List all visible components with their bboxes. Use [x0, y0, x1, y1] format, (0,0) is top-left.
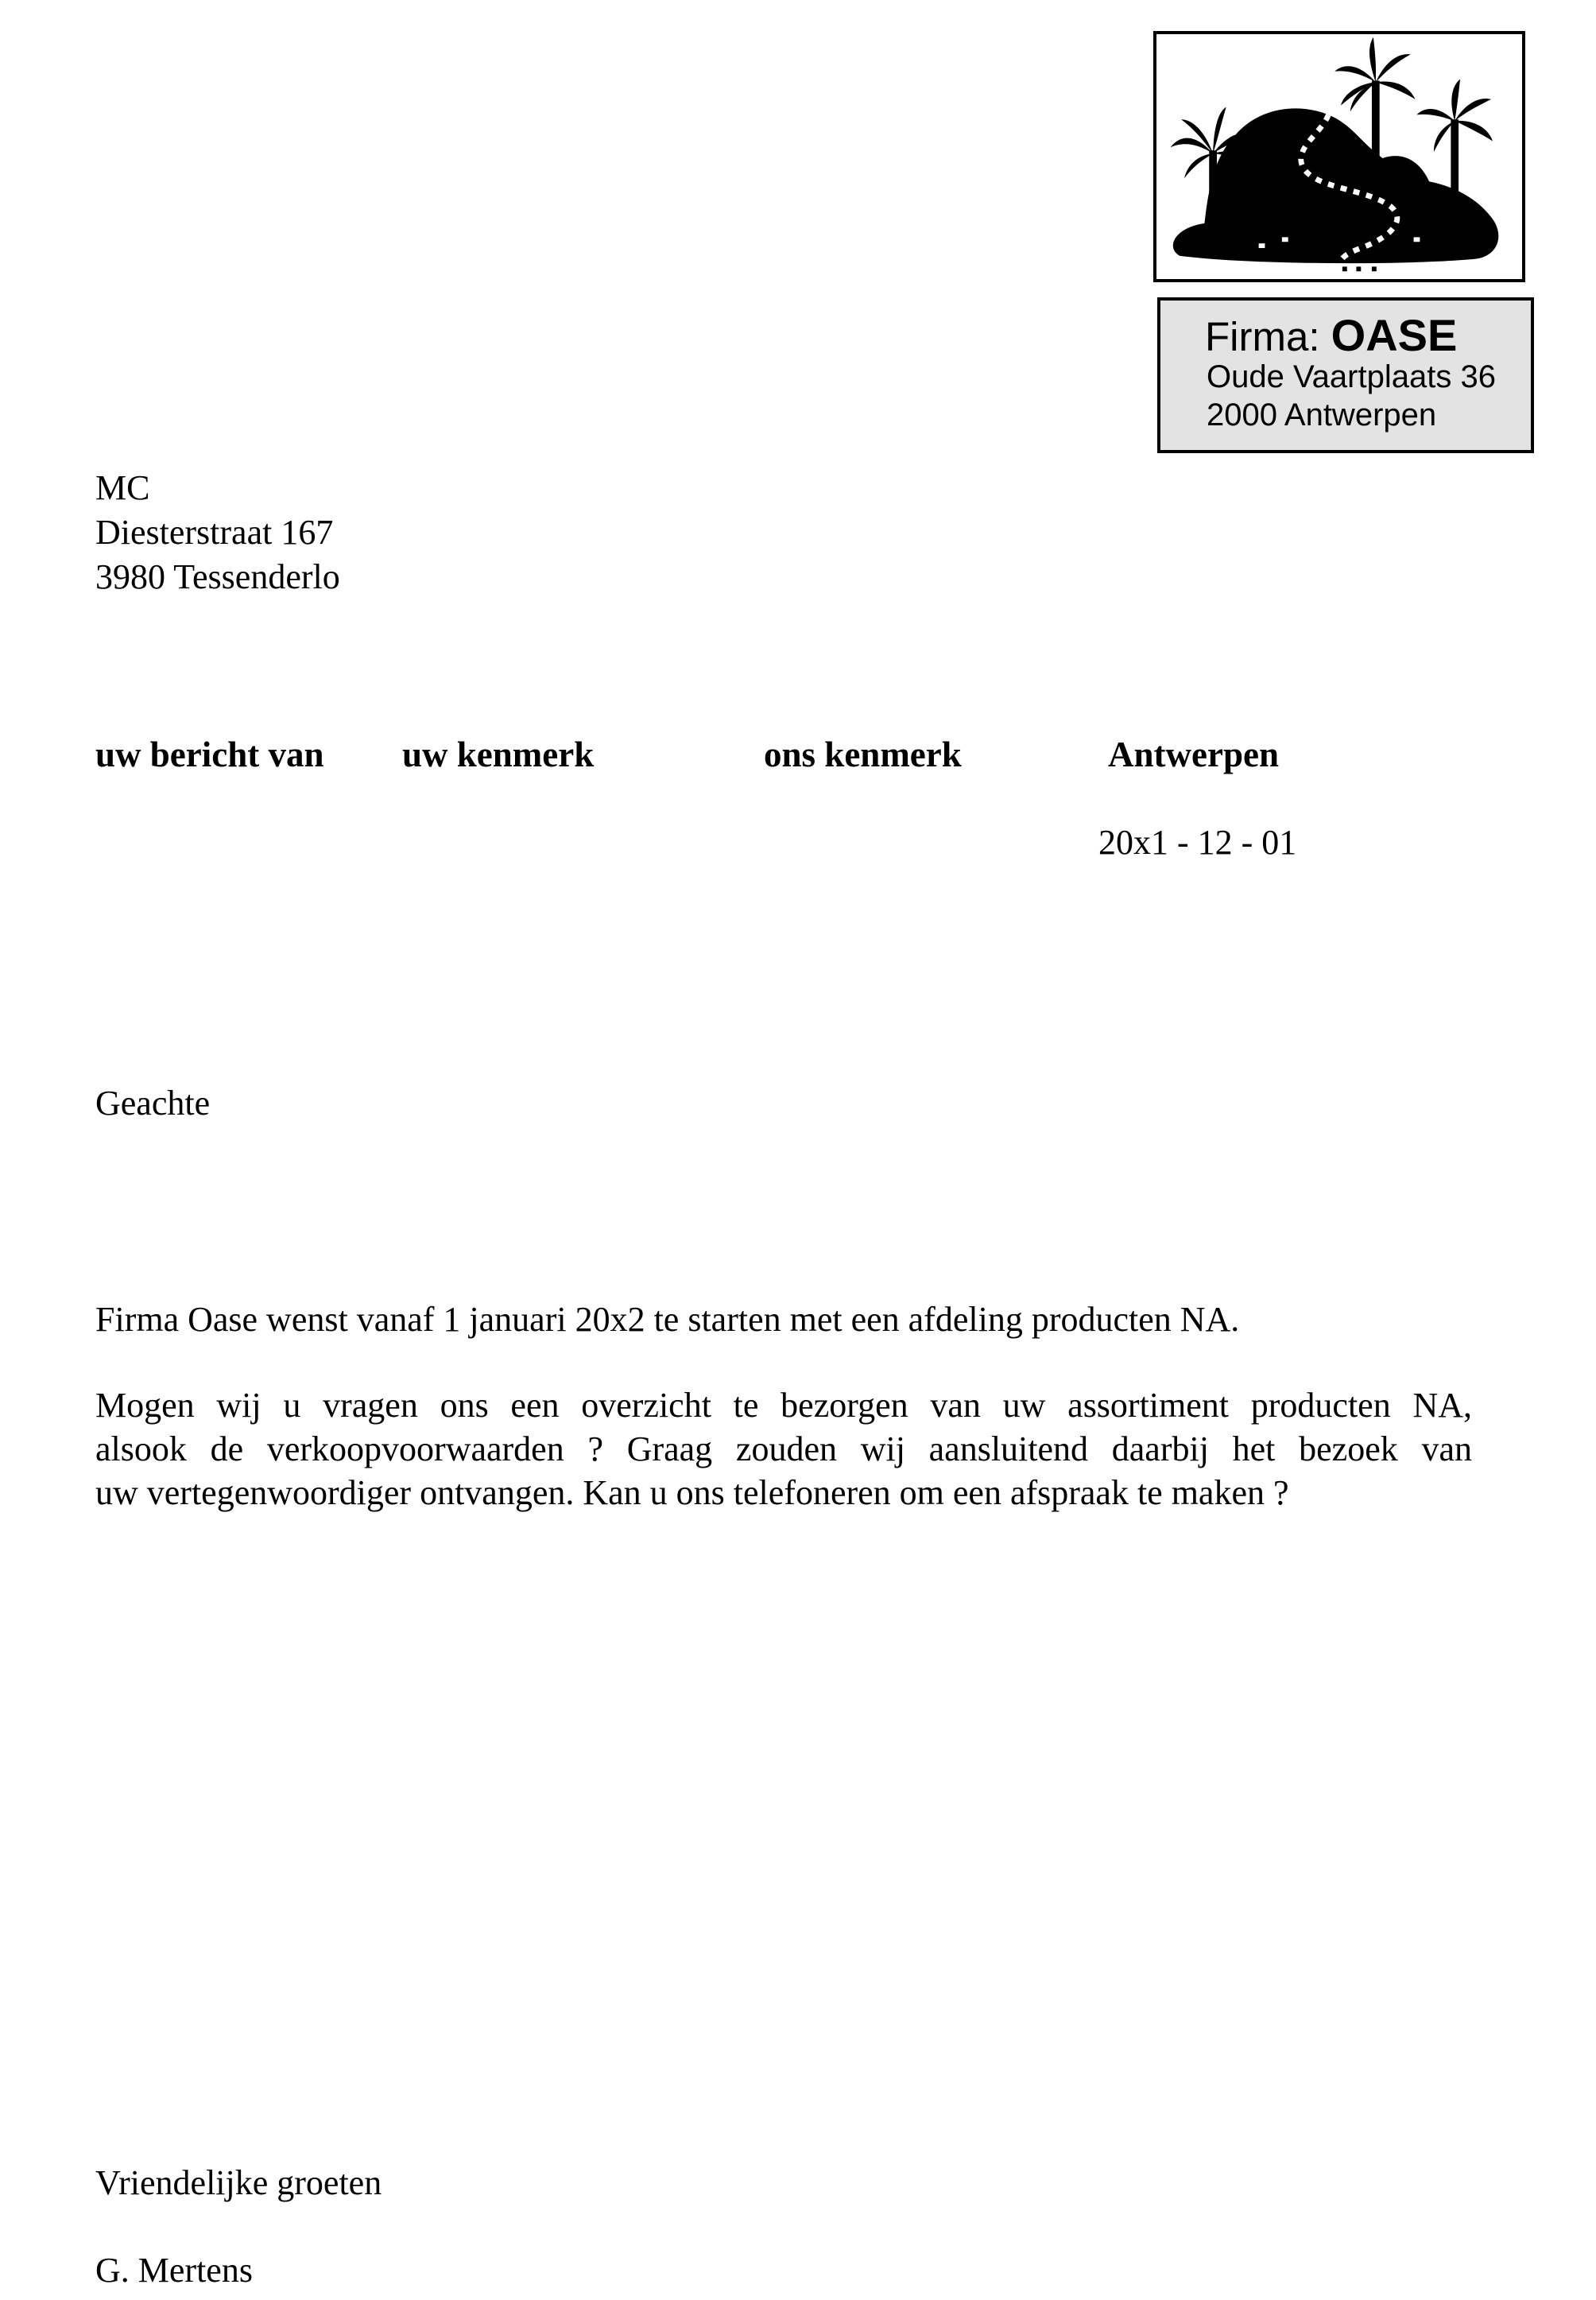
salutation: Geachte — [95, 1084, 211, 1123]
company-address-street: Oude Vaartplaats 36 — [1207, 359, 1496, 394]
company-address-city: 2000 Antwerpen — [1207, 398, 1437, 432]
recipient-city: 3980 Tessenderlo — [95, 557, 340, 596]
body-paragraph-2-line: Mogen wij u vragen ons een overzicht te bezorgen van uw assortiment producten NA, — [95, 1386, 1472, 1425]
ref-place: Antwerpen — [1108, 735, 1279, 774]
body-paragraph-2-line: uw vertegenwoordiger ontvangen. Kan u ons telefoneren om een afspraak te maken ? — [95, 1473, 1289, 1512]
body-paragraph-1: Firma Oase wenst vanaf 1 januari 20x2 te starten met een afdeling producten NA. — [95, 1300, 1240, 1339]
company-name-line — [1205, 310, 1457, 363]
body-paragraph-2 — [95, 1383, 1472, 1515]
company-logo — [1153, 31, 1525, 282]
recipient-street: Diesterstraat 167 — [95, 513, 334, 552]
recipient-name: MC — [95, 468, 150, 507]
ref-uw-bericht-van: uw bericht van — [95, 735, 324, 774]
closing: Vriendelijke groeten — [95, 2163, 382, 2202]
letter-date: 20x1 - 12 - 01 — [1098, 823, 1297, 862]
ref-uw-kenmerk: uw kenmerk — [402, 735, 595, 774]
firma-label: Firma: — [1205, 314, 1320, 359]
ref-ons-kenmerk: ons kenmerk — [764, 735, 962, 774]
island-palm-trees-logo-icon — [1156, 34, 1522, 279]
recipient-address — [95, 466, 340, 599]
company-name: OASE — [1331, 310, 1458, 360]
company-address-box — [1157, 297, 1534, 453]
signature-name: G. Mertens — [95, 2251, 253, 2290]
body-paragraph-2-line: alsook de verkoopvoorwaarden ? Graag zouden wij aansluitend daarbij het bezoek van — [95, 1429, 1472, 1468]
